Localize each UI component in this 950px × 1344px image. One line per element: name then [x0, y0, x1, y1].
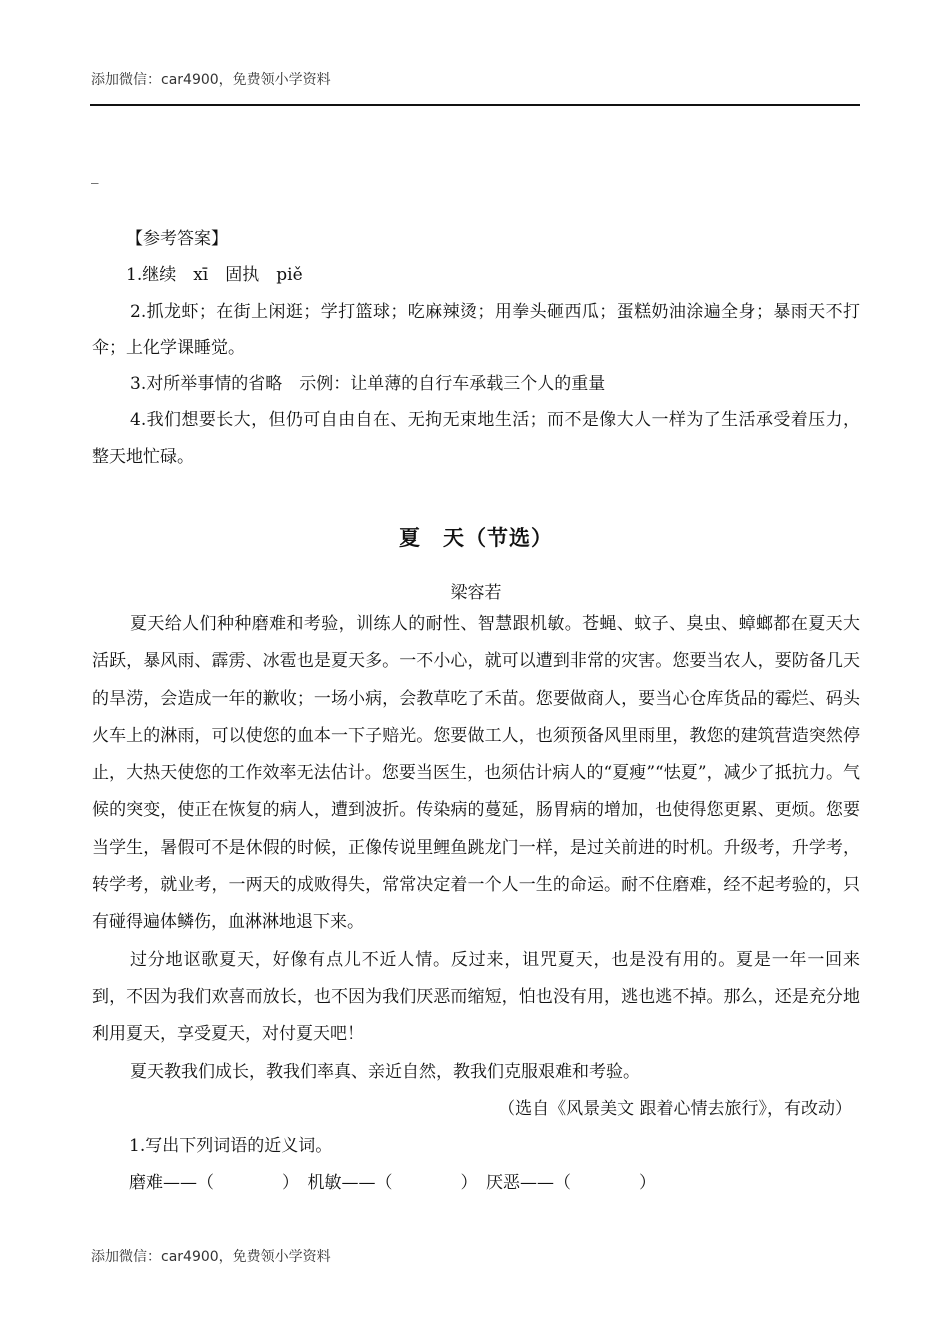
article-author: 梁容若 [450, 583, 502, 603]
answer-item-2: 2.抓龙虾；在街上闲逛；学打篮球；吃麻辣烫；用拳头砸西瓜；蛋糕奶油涂遍全身；暴雨天不打伞；上化学课睡觉。 [92, 301, 860, 358]
page-footer: 添加微信：car4900，免费领小学资料 [91, 1249, 331, 1265]
article-paragraph-3: 夏天教我们成长，教我们率真、亲近自然，教我们克服艰难和考验。 [130, 1061, 640, 1082]
question-1: 1.写出下列词语的近义词。 [129, 1136, 333, 1157]
article-source: （选自《风景美文 跟着心情去旅行》，有改动） [498, 1098, 852, 1119]
article-paragraph-1: 夏天给人们种种磨难和考验，训练人的耐性、智慧跟机敏。苍蝇、蚊子、臭虫、蟑螂都在夏天大活跃，暴风雨、霹雳、冰雹也是夏天多。一不小心，就可以遭到非常的灾害。您要当农人，要防备几天的旱涝，会造成一年的歉收；一场小病，会教草吃了禾苗。您要做商人，要当心仓库货品的霉烂、码头火车上的淋雨，可以使您的血本一下子赔光。您要做工人，也须预备风里雨里，教您的建筑营造突然停止，大热天使您的工作效率无法估计。您要当医生，也须估计病人的“夏瘦”“怯夏”，减少了抵抗力。气候的突变，使正在恢复的病人，遭到波折。传染病的蔓延，肠胃病的增加，也使得您更累、更烦。您要当学生，暑假可不是休假的时候，正像传说里鲤鱼跳龙门一样，是过关前进的时机。升级考，升学考，转学考，就业考，一两天的成败得失，常常决定着一个人一生的命运。耐不住磨难，经不起考验的，只有碰得遍体鳞伤，血淋淋地退下来。 [92, 614, 860, 933]
answers-heading: 【参考答案】 [126, 229, 228, 249]
article-title: 夏 天（节选） [399, 526, 553, 550]
answer-item-1: 1.继续 xī 固执 piě [126, 265, 303, 286]
article-paragraph-2: 过分地讴歌夏天，好像有点儿不近人情。反过来，诅咒夏天，也是没有用的。夏是一年一回来到，不因为我们欢喜而放长，也不因为我们厌恶而缩短，怕也没有用，逃也逃不掉。那么，还是充分地利用夏天，享受夏天，对付夏天吧！ [92, 949, 860, 1045]
answers-section [92, 221, 860, 475]
answer-item-3: 3.对所举事情的省略 示例：让单薄的自行车承载三个人的重量 [130, 374, 606, 395]
page-header: 添加微信：car4900，免费领小学资料 [91, 72, 331, 88]
question-1-options: 磨难——（ ） 机敏——（ ） 厌恶——（ ） [129, 1173, 656, 1194]
stray-mark: _ [91, 166, 99, 184]
article-body [92, 606, 860, 1203]
header-divider [90, 104, 860, 106]
answer-item-4: 4.我们想要长大，但仍可自由自在、无拘无束地生活；而不是像大人一样为了生活承受着压力，整天地忙碌。 [92, 410, 860, 467]
